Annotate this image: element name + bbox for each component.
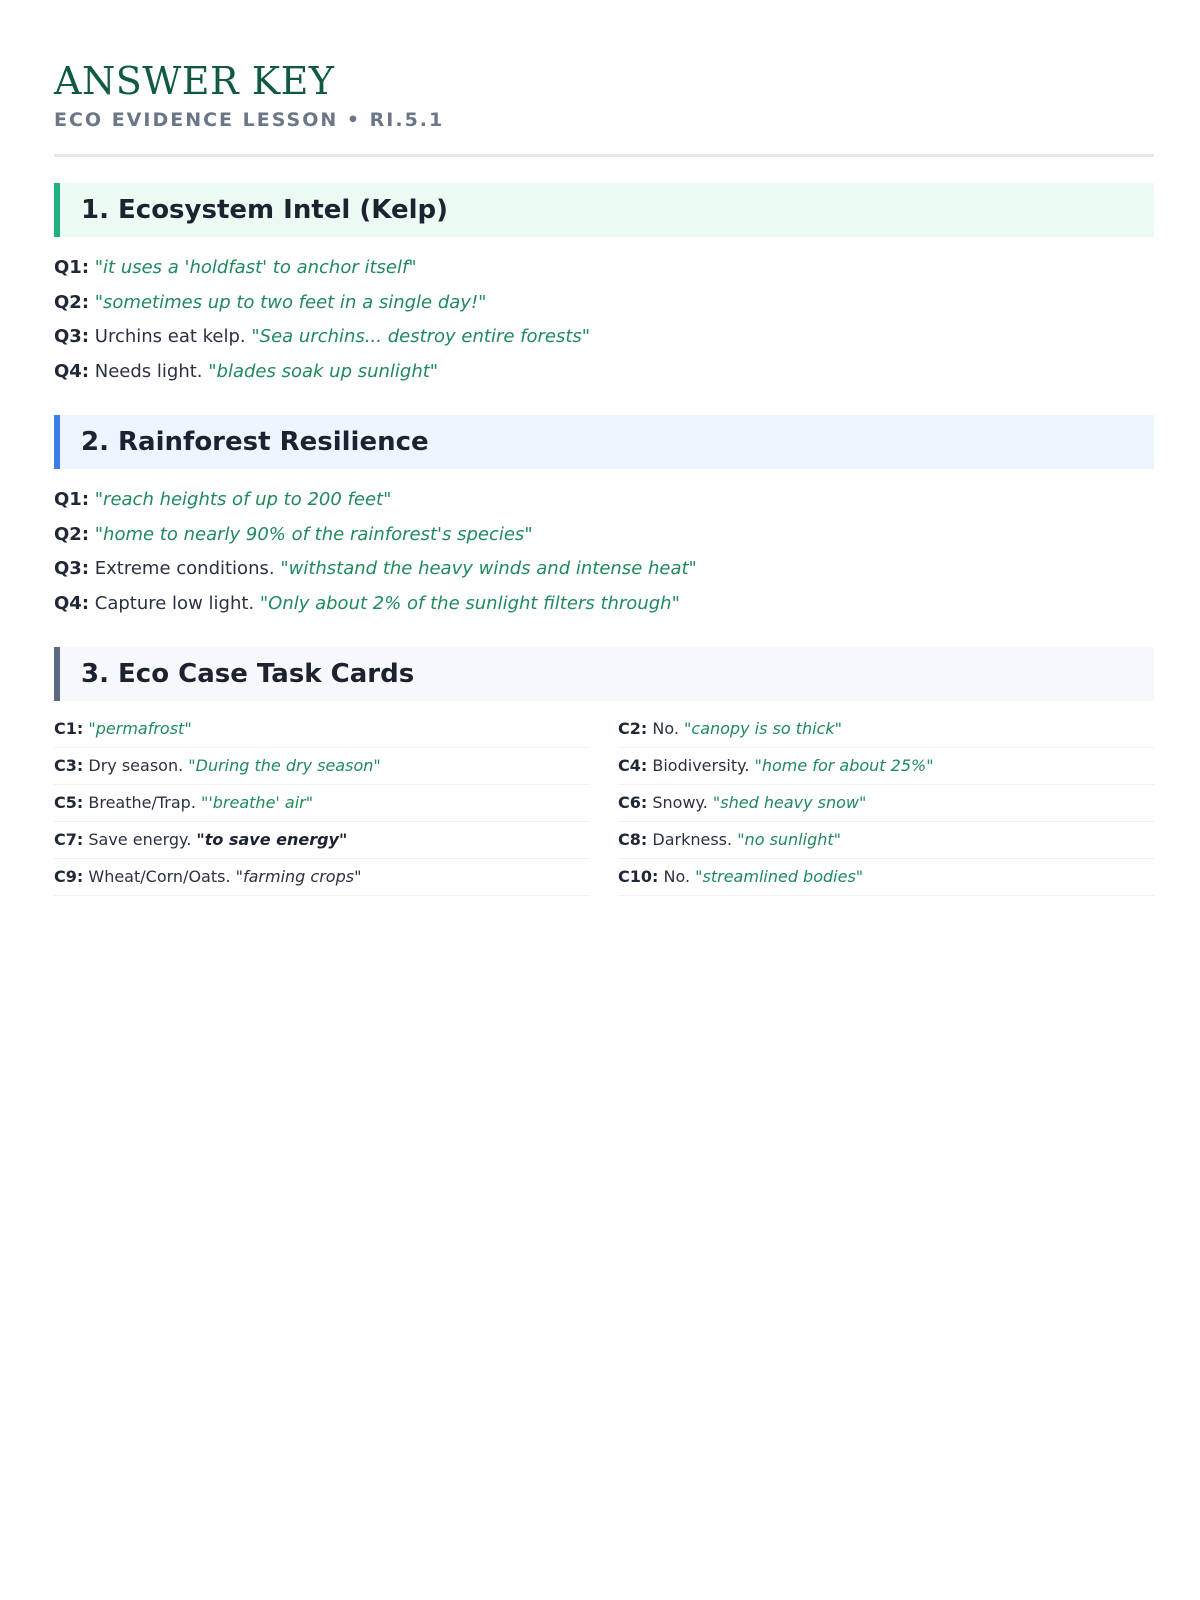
evidence-quote: "streamlined bodies" xyxy=(695,867,864,886)
answer-text: Save energy. xyxy=(88,830,192,849)
question-label: Q1: xyxy=(54,257,90,278)
answer-text: Darkness. xyxy=(652,830,733,849)
answer-text: No. xyxy=(652,719,679,738)
answer-row xyxy=(54,518,1154,553)
evidence-quote: "During the dry season" xyxy=(188,756,381,775)
page-title: ANSWER KEY xyxy=(54,59,335,103)
card-label: C1: xyxy=(54,719,84,738)
answer-text: Biodiversity. xyxy=(652,756,750,775)
answer-text: Needs light. xyxy=(94,360,203,382)
evidence-quote: "reach heights of up to 200 feet" xyxy=(94,489,392,510)
answer-text: Wheat/Corn/Oats. xyxy=(88,867,231,886)
question-label: Q4: xyxy=(54,592,90,614)
answer-row xyxy=(54,286,1154,321)
page-subtitle: ECO EVIDENCE LESSON • RI.5.1 xyxy=(54,109,445,131)
card-label: C8: xyxy=(618,830,648,849)
question-label: Q2: xyxy=(54,291,90,313)
card-label: C10: xyxy=(618,867,659,886)
task-card-answer xyxy=(54,785,590,822)
task-card-answer xyxy=(54,822,590,859)
question-label: Q3: xyxy=(54,326,90,347)
evidence-quote: "withstand the heavy winds and intense heat" xyxy=(280,558,697,579)
evidence-quote: "canopy is so thick" xyxy=(684,719,842,738)
answer-text: Extreme conditions. xyxy=(94,558,275,579)
evidence-quote: "blades soak up sunlight" xyxy=(208,360,439,382)
task-card-answer xyxy=(618,859,1154,896)
answer-row xyxy=(54,552,1154,587)
answer-text: Snowy. xyxy=(652,793,708,812)
task-card-answer xyxy=(618,711,1154,748)
evidence-quote: "'breathe' air" xyxy=(201,793,314,812)
card-label: C7: xyxy=(54,830,84,849)
evidence-quote: "farming crops" xyxy=(235,867,362,886)
task-card-answer xyxy=(618,822,1154,859)
header-divider xyxy=(54,154,1154,157)
card-label: C4: xyxy=(618,756,648,775)
task-card-answer xyxy=(54,859,590,896)
question-label: Q1: xyxy=(54,489,90,510)
question-label: Q4: xyxy=(54,360,90,382)
card-label: C9: xyxy=(54,867,84,886)
question-label: Q2: xyxy=(54,523,90,545)
answer-text: Dry season. xyxy=(88,756,184,775)
task-card-grid xyxy=(54,711,1154,896)
section-heading-rainforest: 2. Rainforest Resilience xyxy=(54,415,1154,469)
question-label: Q3: xyxy=(54,558,90,579)
card-label: C2: xyxy=(618,719,648,738)
answer-row xyxy=(54,320,1154,355)
card-label: C5: xyxy=(54,793,84,812)
answer-row xyxy=(54,587,1154,622)
task-card-answer xyxy=(54,711,590,748)
answer-text: No. xyxy=(663,867,691,886)
answer-text: Capture low light. xyxy=(94,592,255,614)
answer-text: Urchins eat kelp. xyxy=(94,326,246,347)
evidence-quote: "home for about 25%" xyxy=(754,756,934,775)
answer-row xyxy=(54,483,1154,518)
evidence-quote: "permafrost" xyxy=(88,719,192,738)
evidence-quote: "to save energy" xyxy=(196,830,348,849)
evidence-quote: "sometimes up to two feet in a single day!" xyxy=(94,291,487,313)
answer-text: Breathe/Trap. xyxy=(88,793,196,812)
evidence-quote: "home to nearly 90% of the rainforest's species" xyxy=(94,523,533,545)
question-list-rainforest xyxy=(54,483,1154,621)
task-card-answer xyxy=(618,748,1154,785)
answer-row xyxy=(54,355,1154,390)
evidence-quote: "Sea urchins... destroy entire forests" xyxy=(251,326,591,347)
evidence-quote: "it uses a 'holdfast' to anchor itself" xyxy=(94,257,417,278)
question-list-kelp xyxy=(54,251,1154,389)
task-card-answer xyxy=(618,785,1154,822)
answer-row xyxy=(54,251,1154,286)
card-label: C3: xyxy=(54,756,84,775)
section-heading-kelp: 1. Ecosystem Intel (Kelp) xyxy=(54,183,1154,237)
evidence-quote: "no sunlight" xyxy=(737,830,841,849)
card-label: C6: xyxy=(618,793,648,812)
task-card-answer xyxy=(54,748,590,785)
evidence-quote: "shed heavy snow" xyxy=(712,793,867,812)
evidence-quote: "Only about 2% of the sunlight filters through" xyxy=(259,592,680,614)
section-heading-task-cards: 3. Eco Case Task Cards xyxy=(54,647,1154,701)
